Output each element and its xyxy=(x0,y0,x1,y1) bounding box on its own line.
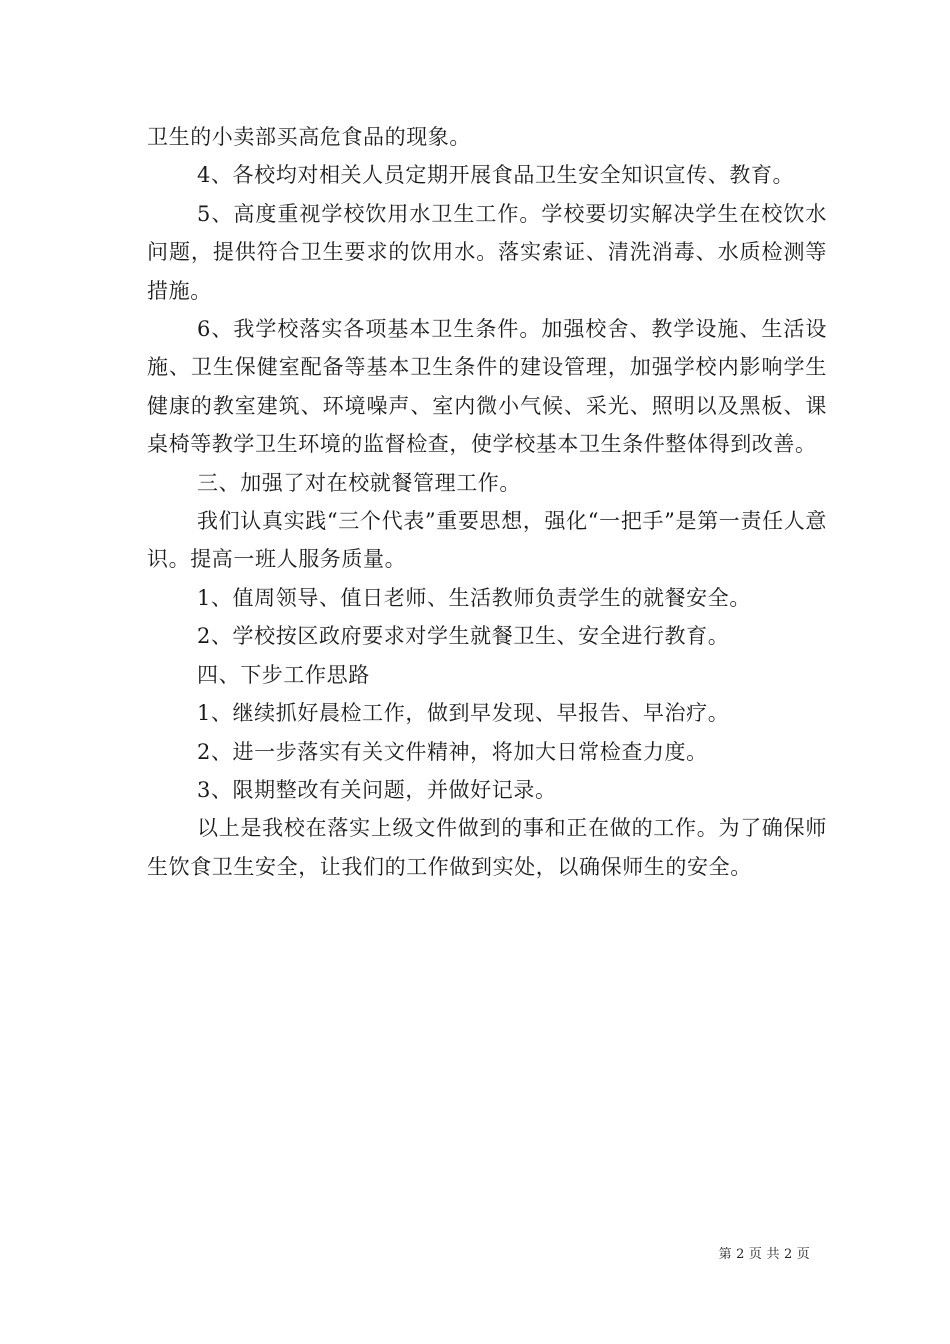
paragraph-8: 2、学校按区政府要求对学生就餐卫生、安全进行教育。 xyxy=(197,624,730,649)
document-body xyxy=(147,118,827,886)
page-number: 第 2 页 共 2 页 xyxy=(718,1247,810,1262)
paragraph-13: 以上是我校在落实上级文件做到的事和正在做的工作。为了确保师生饮食卫生安全，让我们的工作做到实处，以确保师生的安全。 xyxy=(147,816,827,879)
paragraph-1: 卫生的小卖部买高危食品的现象。 xyxy=(147,125,471,149)
paragraph-12: 3、限期整改有关问题，并做好记录。 xyxy=(197,777,557,802)
section-heading-4: 四、下步工作思路 xyxy=(197,662,370,687)
paragraph-3: 5、高度重视学校饮用水卫生工作。学校要切实解决学生在校饮水问题，提供符合卫生要求的饮用水。落实索证、清洗消毒、水质检测等措施。 xyxy=(147,201,827,303)
paragraph-4: 6、我学校落实各项基本卫生条件。加强校舍、教学设施、生活设施、卫生保健室配备等基本卫生条件的建设管理，加强学校内影响学生健康的教室建筑、环境噪声、室内微小气候、采光、照明以及黑板、课桌椅等教学卫生环境的监督检查，使学校基本卫生条件整体得到改善。 xyxy=(147,317,827,457)
paragraph-7: 1、值周领导、值日老师、生活教师负责学生的就餐安全。 xyxy=(197,585,751,610)
paragraph-6: 我们认真实践“三个代表”重要思想，强化“一把手”是第一责任人意识。提高一班人服务质量。 xyxy=(147,509,827,572)
section-heading-3: 三、加强了对在校就餐管理工作。 xyxy=(197,470,521,495)
paragraph-10: 1、继续抓好晨检工作，做到早发现、早报告、早治疗。 xyxy=(197,701,730,726)
paragraph-11: 2、进一步落实有关文件精神，将加大日常检查力度。 xyxy=(197,739,708,764)
paragraph-2: 4、各校均对相关人员定期开展食品卫生安全知识宣传、教育。 xyxy=(197,163,795,188)
